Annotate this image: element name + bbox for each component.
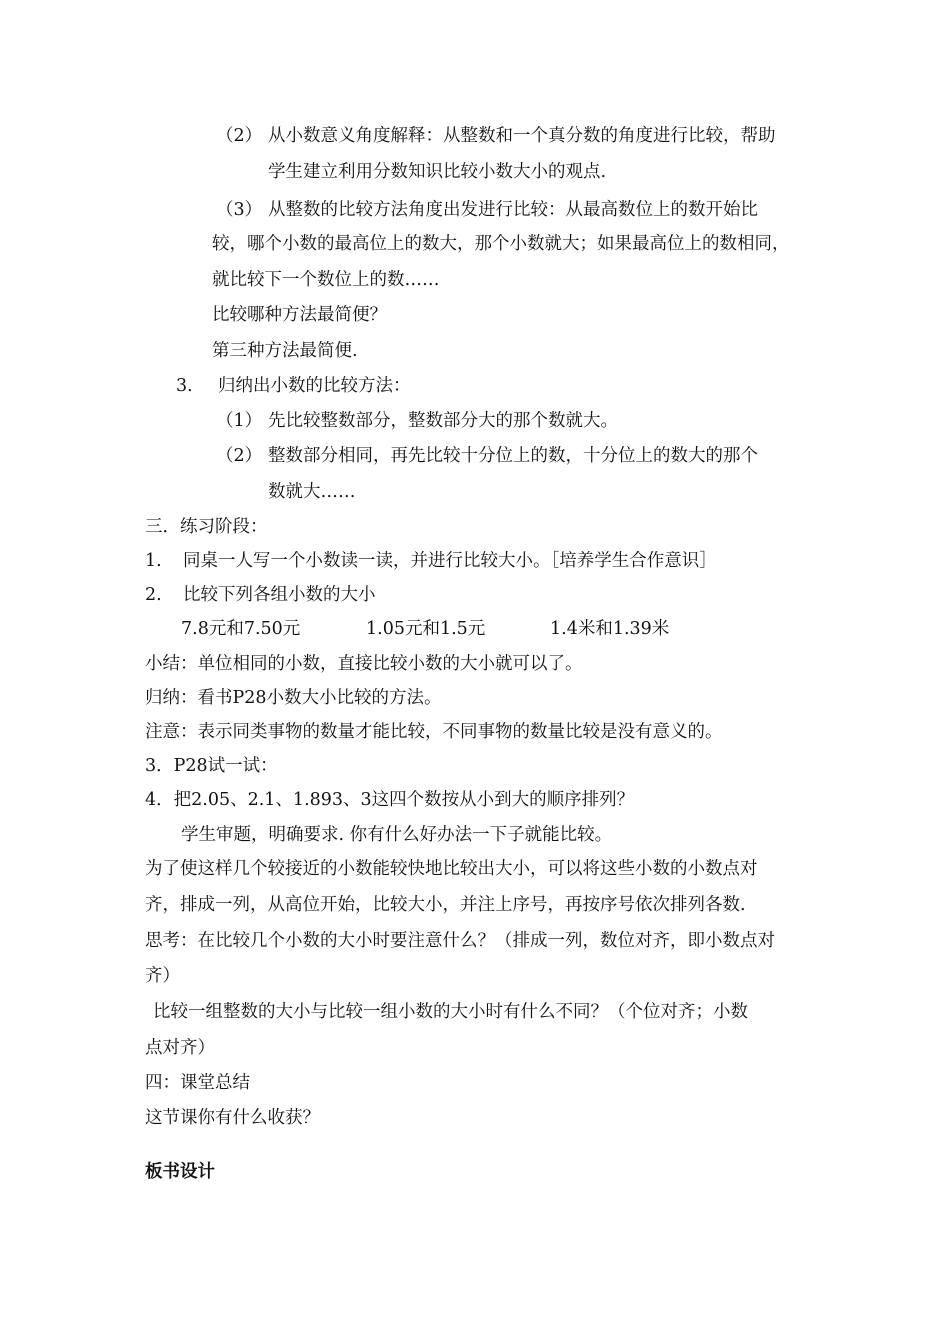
summary-line: 小结：单位相同的小数，直接比较小数的大小就可以了。 [145, 654, 583, 674]
comparison-pair-1: 7.8元和7.50元 [181, 619, 301, 639]
paragraph-line: 第三种方法最简便. [212, 341, 358, 361]
paragraph-line: 较，哪个小数的最高位上的数大，那个小数就大；如果最高位上的数相同， [212, 234, 790, 254]
paragraph-line: 比较哪种方法最简便？ [212, 305, 387, 325]
paragraph-line: 为了使这样几个较接近的小数能较快地比较出大小，可以将这些小数的小数点对 [145, 859, 758, 879]
section-heading: 四：课堂总结 [145, 1073, 250, 1093]
practice-2-text: 比较下列各组小数的大小 [183, 585, 376, 605]
step-3-number: 3. [176, 376, 193, 396]
paragraph-line: 学生审题，明确要求. 你有什么好办法一下子就能比较。 [181, 825, 613, 845]
item-2-text: 从小数意义角度解释：从整数和一个真分数的角度进行比较，帮助 [268, 126, 776, 146]
conclusion-line: 归纳：看书P28小数大小比较的方法。 [145, 688, 442, 708]
paragraph-line: 学生建立利用分数知识比较小数大小的观点. [268, 162, 607, 182]
board-design-heading: 板书设计 [145, 1162, 215, 1182]
practice-3-line: 3．P28试一试： [145, 756, 278, 776]
comparison-pair-2: 1.05元和1.5元 [366, 619, 486, 639]
paragraph-line: 齐） [145, 966, 180, 986]
item-2-number: （2） [216, 126, 263, 146]
step-3-text: 归纳出小数的比较方法： [218, 376, 411, 396]
paragraph-line: 这节课你有什么收获？ [145, 1108, 320, 1128]
method-2-number: （2） [216, 446, 263, 466]
method-1-text: 先比较整数部分，整数部分大的那个数就大。 [268, 411, 618, 431]
item-2-line [216, 124, 776, 148]
item-3-number: （3） [216, 200, 263, 220]
think-line: 思考：在比较几个小数的大小时要注意什么？（排成一列，数位对齐，即小数点对 [145, 931, 775, 951]
item-3-line [216, 198, 758, 222]
practice-4-line: 4．把2.05、2.1、1.893、3这四个数按从小到大的顺序排列？ [145, 790, 635, 810]
practice-1-text: 同桌一人写一个小数读一读，并进行比较大小。［培养学生合作意识］ [183, 551, 717, 571]
comparison-pair-3: 1.4米和1.39米 [550, 619, 670, 639]
step-3-line [176, 374, 411, 398]
note-line: 注意：表示同类事物的数量才能比较，不同事物的数量比较是没有意义的。 [145, 722, 723, 742]
paragraph-line: 就比较下一个数位上的数…… [212, 270, 440, 290]
practice-2-line [145, 583, 376, 607]
paragraph-line: 齐，排成一列，从高位开始，比较大小，并注上序号，再按序号依次排列各数. [145, 895, 746, 915]
practice-1-number: 1. [145, 551, 162, 571]
item-3-text: 从整数的比较方法角度出发进行比较：从最高数位上的数开始比 [268, 200, 758, 220]
practice-2-number: 2. [145, 585, 162, 605]
practice-1-line [145, 549, 717, 573]
method-1-line [216, 409, 618, 433]
paragraph-line: 点对齐） [145, 1038, 215, 1058]
paragraph-line: 数就大…… [268, 482, 356, 502]
method-2-line [216, 444, 758, 468]
paragraph-line: 比较一组整数的大小与比较一组小数的大小时有什么不同？（个位对齐；小数 [153, 1002, 748, 1022]
method-1-number: （1） [216, 411, 263, 431]
section-heading: 三．练习阶段： [145, 517, 268, 537]
method-2-text: 整数部分相同，再先比较十分位上的数，十分位上的数大的那个 [268, 446, 758, 466]
